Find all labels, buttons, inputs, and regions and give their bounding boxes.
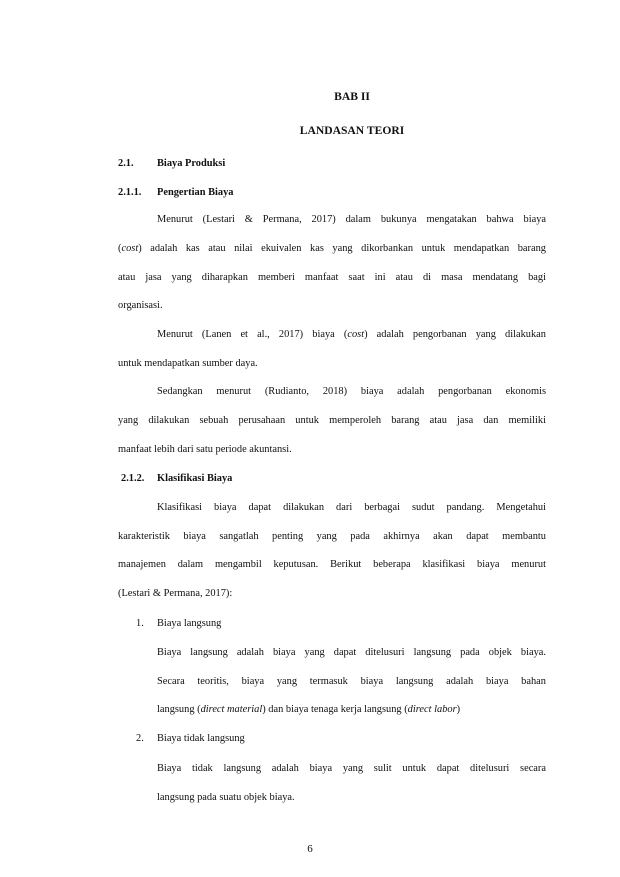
- paragraph-line: manajemen dalam mengambil keputusan. Berikut beberapa klasifikasi biaya menurut: [118, 559, 546, 570]
- paragraph-line: organisasi.: [118, 300, 163, 311]
- paragraph-line: Secara teoritis, biaya yang termasuk biaya langsung adalah biaya bahan: [157, 676, 546, 687]
- chapter-heading: BAB II: [334, 90, 370, 103]
- paragraph-line: Sedangkan menurut (Rudianto, 2018) biaya adalah pengorbanan ekonomis: [157, 386, 546, 397]
- paragraph-line: yang dilakukan sebuah perusahaan untuk memperoleh barang atau jasa dan memiliki: [118, 415, 546, 426]
- paragraph-line: atau jasa yang diharapkan memberi manfaat saat ini atau di masa mendatang bagi: [118, 272, 546, 283]
- chapter-title: LANDASAN TEORI: [299, 124, 405, 137]
- italic-term: cost: [347, 329, 365, 340]
- list-item-title: Biaya langsung: [157, 618, 222, 629]
- subsection-number: 2.1.2.: [121, 473, 145, 484]
- paragraph-line: untuk mendapatkan sumber daya.: [118, 358, 258, 369]
- paragraph-line: Menurut (Lanen et al., 2017) biaya (cost) adalah pengorbanan yang dilakukan: [157, 329, 546, 340]
- italic-term: direct labor: [407, 704, 457, 715]
- subsection-title: Pengertian Biaya: [157, 187, 234, 198]
- subsection-title: Klasifikasi Biaya: [157, 473, 233, 484]
- paragraph-line: manfaat lebih dari satu periode akuntansi.: [118, 444, 292, 455]
- italic-term: direct material: [200, 704, 263, 715]
- subsection-number: 2.1.1.: [118, 187, 142, 198]
- paragraph-line: langsung (direct material) dan biaya tenaga kerja langsung (direct labor): [157, 704, 461, 715]
- section-title: Biaya Produksi: [157, 158, 226, 169]
- list-number: 2.: [136, 733, 144, 744]
- paragraph-line: Menurut (Lestari & Permana, 2017) dalam bukunya mengatakan bahwa biaya: [157, 214, 546, 225]
- page-number: 6: [307, 843, 313, 855]
- section-number: 2.1.: [118, 158, 134, 169]
- list-number: 1.: [136, 618, 144, 629]
- paragraph-line: karakteristik biaya sangatlah penting yang pada akhirnya akan dapat membantu: [118, 531, 546, 542]
- paragraph-line: Biaya tidak langsung adalah biaya yang sulit untuk dapat ditelusuri secara: [157, 763, 546, 774]
- paragraph-line: Biaya langsung adalah biaya yang dapat ditelusuri langsung pada objek biaya.: [157, 647, 546, 658]
- list-item-title: Biaya tidak langsung: [157, 733, 245, 744]
- paragraph-line: langsung pada suatu objek biaya.: [157, 792, 295, 803]
- paragraph-line: (cost) adalah kas atau nilai ekuivalen kas yang dikorbankan untuk mendapatkan barang: [118, 243, 546, 254]
- paragraph-line: Klasifikasi biaya dapat dilakukan dari berbagai sudut pandang. Mengetahui: [157, 502, 546, 513]
- italic-term: cost: [121, 243, 139, 254]
- paragraph-line: (Lestari & Permana, 2017):: [118, 588, 233, 599]
